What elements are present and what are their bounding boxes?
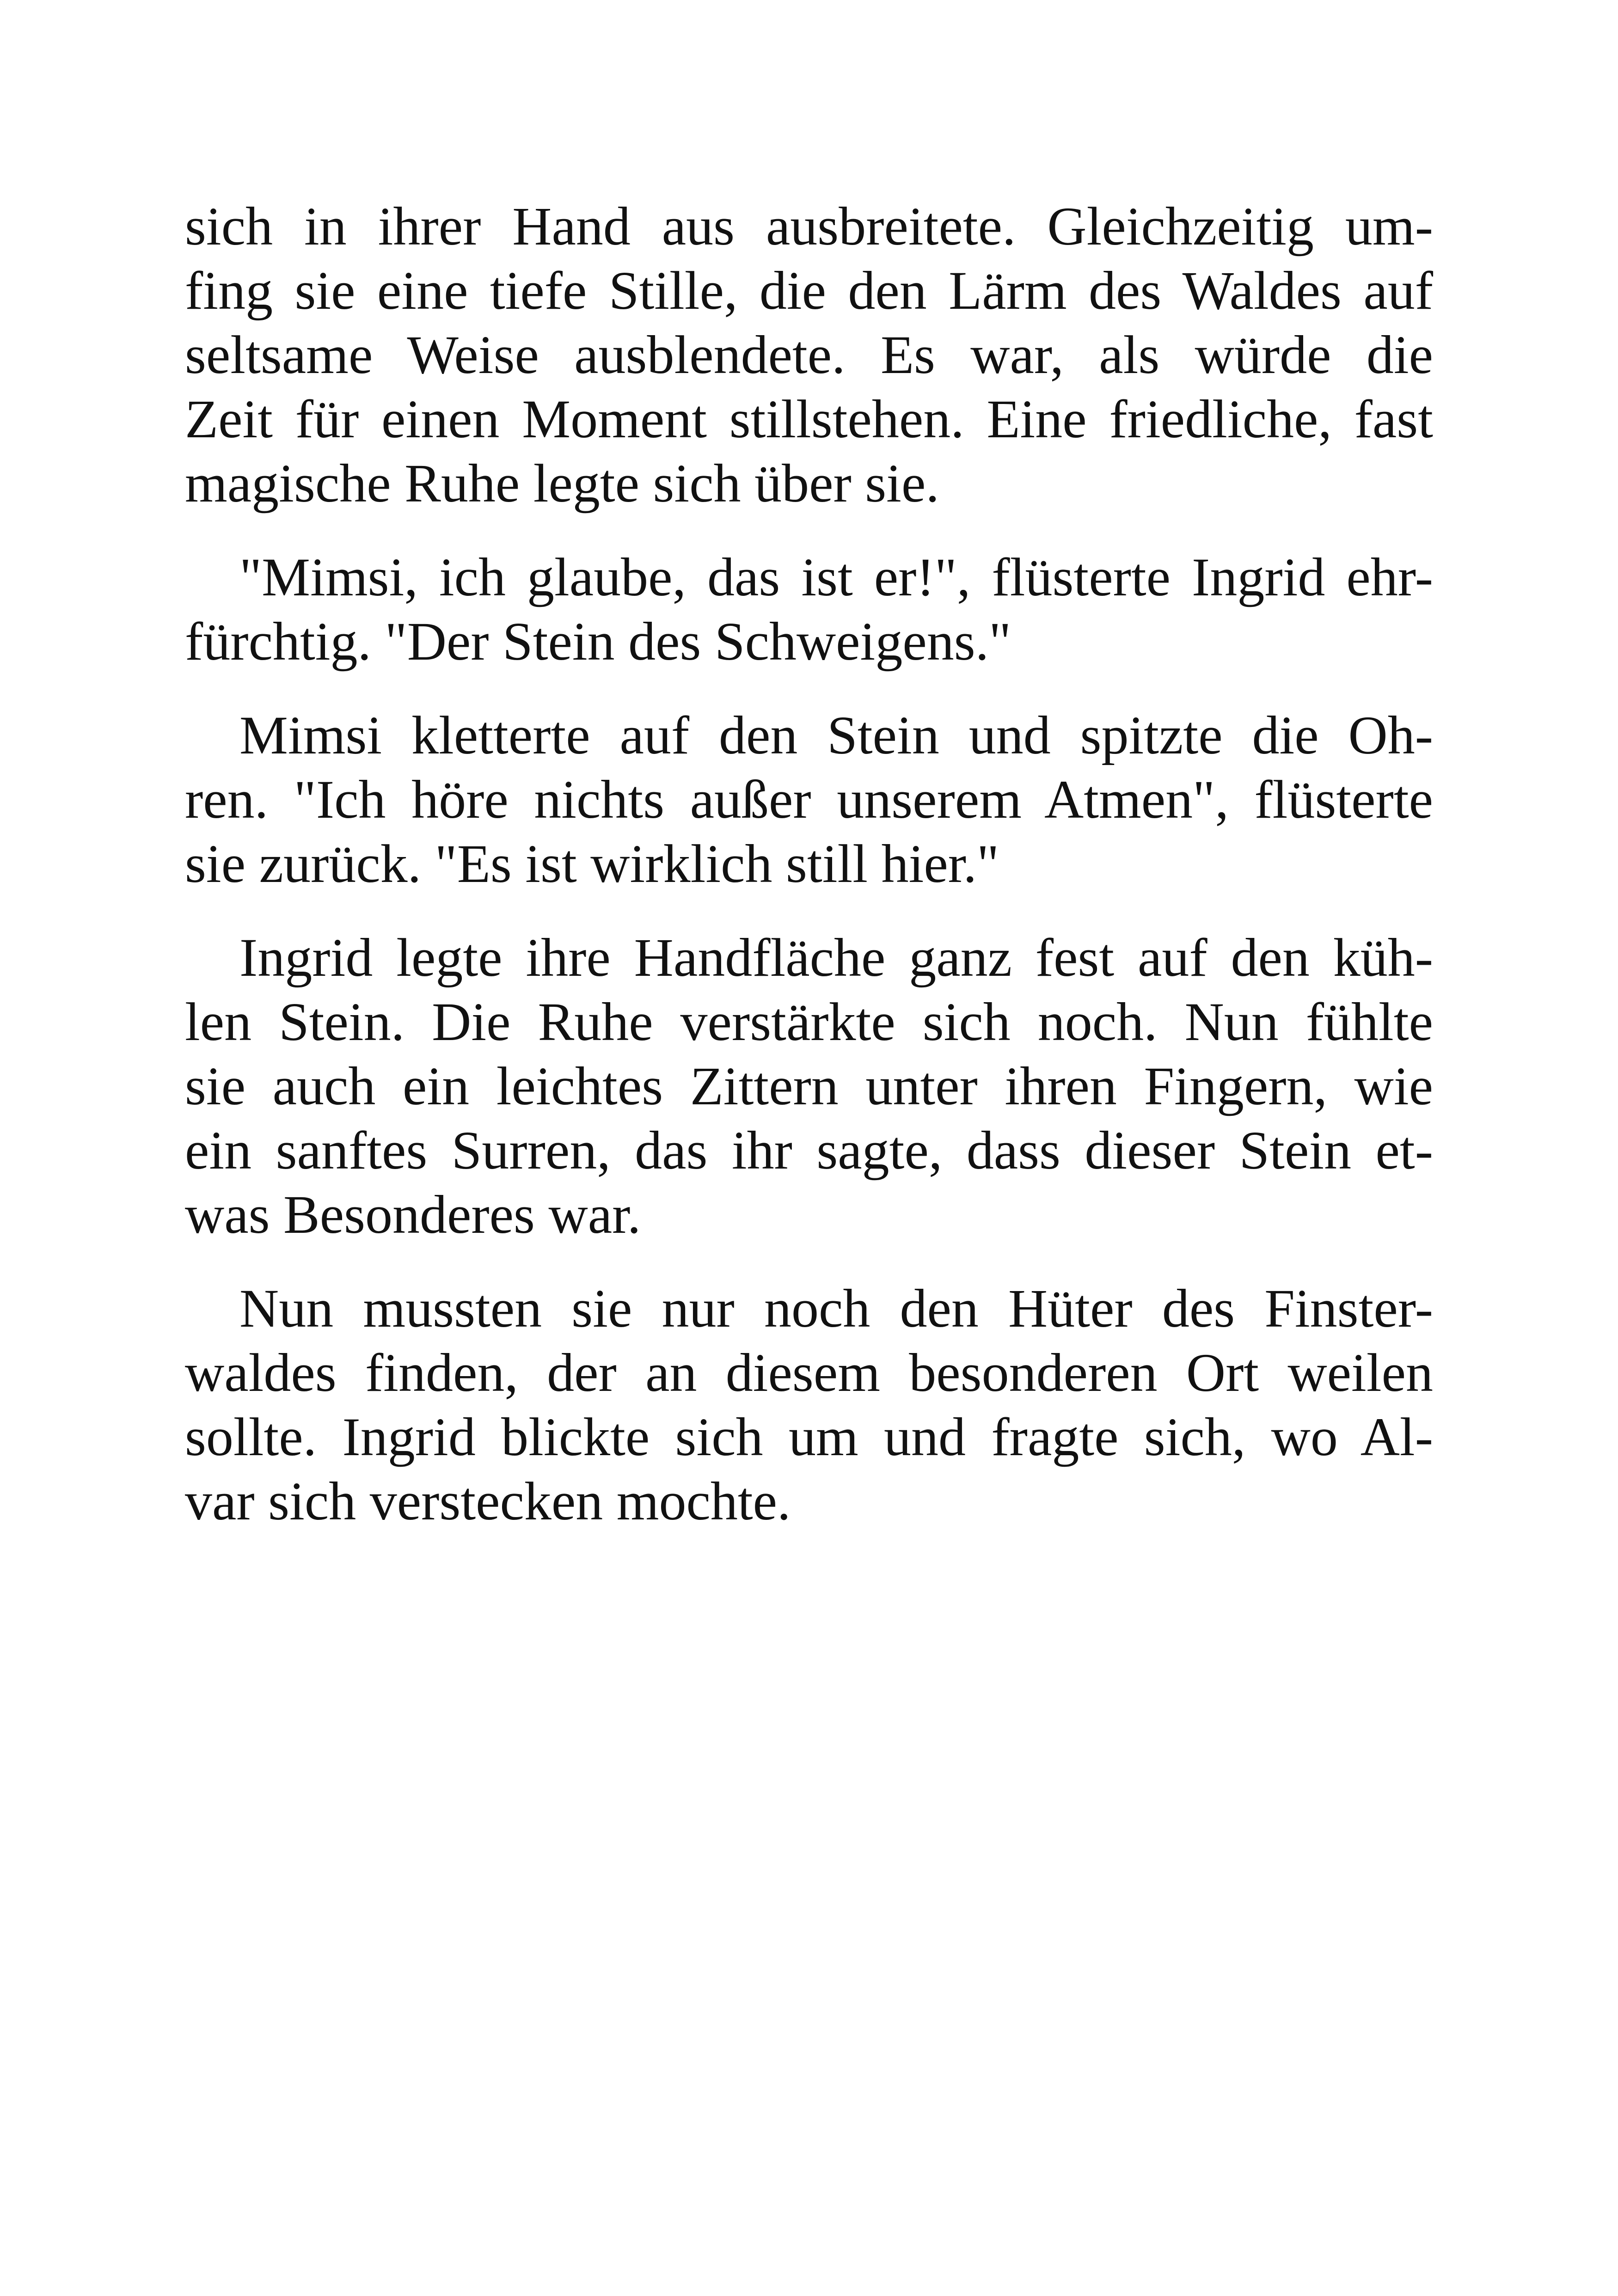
text-line: was Besonderes war. — [185, 1184, 641, 1245]
text-line: Mimsi kletterte auf den Stein und spitzte die Oh- — [239, 705, 1433, 765]
paragraph-3 — [185, 703, 1433, 896]
paragraph-1 — [185, 194, 1433, 515]
text-line: Zeit für einen Moment stillstehen. Eine friedliche, fast — [185, 389, 1433, 449]
paragraph-4 — [185, 925, 1433, 1247]
text-line: ein sanftes Surren, das ihr sagte, dass dieser Stein et- — [185, 1120, 1433, 1181]
text-line: ren. "Ich höre nichts außer unserem Atmen", flüsterte — [185, 769, 1433, 830]
text-line: fürchtig. "Der Stein des Schweigens." — [185, 611, 1011, 672]
text-line: sich in ihrer Hand aus ausbreitete. Gleichzeitig um- — [185, 196, 1433, 257]
paragraph-2 — [185, 545, 1433, 673]
text-line: Ingrid legte ihre Handfläche ganz fest auf den küh- — [239, 927, 1433, 988]
page-text-block — [185, 194, 1433, 1563]
text-line: Nun mussten sie nur noch den Hüter des Finster- — [239, 1278, 1433, 1339]
text-line: var sich verstecken mochte. — [185, 1471, 791, 1531]
text-line: waldes finden, der an diesem besonderen Ort weilen — [185, 1342, 1433, 1403]
text-line: sie auch ein leichtes Zittern unter ihren Fingern, wie — [185, 1056, 1433, 1116]
text-line: seltsame Weise ausblendete. Es war, als würde die — [185, 325, 1433, 385]
paragraph-5 — [185, 1276, 1433, 1533]
text-line: sie zurück. "Es ist wirklich still hier." — [185, 833, 999, 894]
text-line: len Stein. Die Ruhe verstärkte sich noch. Nun fühlte — [185, 992, 1433, 1052]
text-line: sollte. Ingrid blickte sich um und fragte sich, wo Al- — [185, 1407, 1433, 1467]
text-line: magische Ruhe legte sich über sie. — [185, 453, 939, 514]
text-line: "Mimsi, ich glaube, das ist er!", flüsterte Ingrid ehr- — [239, 547, 1433, 607]
text-line: fing sie eine tiefe Stille, die den Lärm des Waldes auf — [185, 260, 1433, 321]
